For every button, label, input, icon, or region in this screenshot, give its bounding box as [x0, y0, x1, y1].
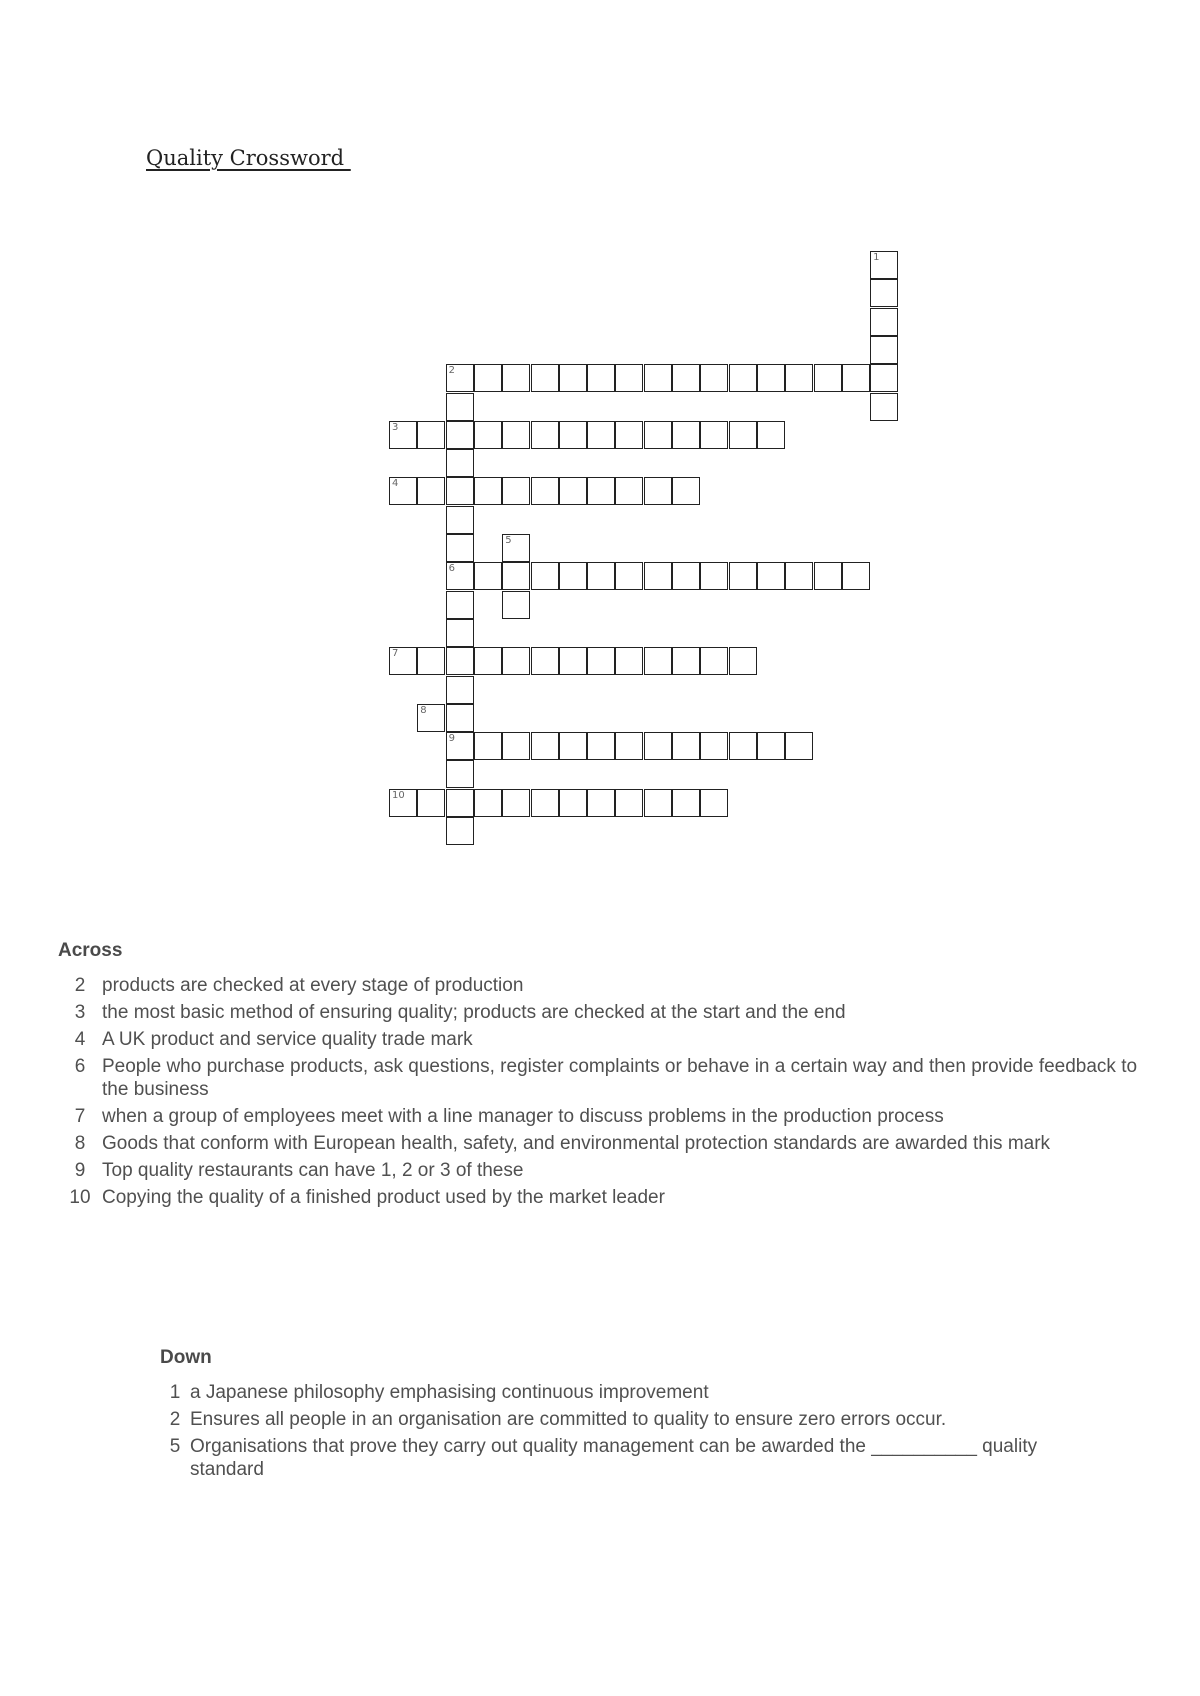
- crossword-cell[interactable]: [700, 562, 728, 590]
- crossword-cell[interactable]: [615, 789, 643, 817]
- crossword-cell[interactable]: [531, 477, 559, 505]
- crossword-cell[interactable]: [644, 364, 672, 392]
- crossword-cell[interactable]: [870, 393, 898, 421]
- clue-text: Ensures all people in an organisation are committed to quality to ensure zero errors occur.: [190, 1409, 947, 1430]
- clue-text: Copying the quality of a finished product used by the market leader: [102, 1187, 665, 1208]
- crossword-cell[interactable]: [474, 477, 502, 505]
- crossword-cell[interactable]: [729, 421, 757, 449]
- crossword-cell[interactable]: [785, 364, 813, 392]
- crossword-cell[interactable]: [644, 789, 672, 817]
- crossword-cell[interactable]: [644, 647, 672, 675]
- crossword-cell[interactable]: [785, 732, 813, 760]
- crossword-cell[interactable]: [502, 647, 530, 675]
- crossword-cell[interactable]: [785, 562, 813, 590]
- crossword-cell[interactable]: [502, 477, 530, 505]
- across-clue: [58, 974, 1158, 997]
- crossword-cell[interactable]: [531, 562, 559, 590]
- crossword-cell[interactable]: [474, 562, 502, 590]
- crossword-cell[interactable]: [615, 732, 643, 760]
- crossword-cell[interactable]: [446, 449, 474, 477]
- crossword-cell[interactable]: [446, 534, 474, 562]
- crossword-cell[interactable]: [870, 336, 898, 364]
- crossword-cell[interactable]: [729, 732, 757, 760]
- crossword-cell[interactable]: [446, 789, 474, 817]
- crossword-cell[interactable]: [672, 477, 700, 505]
- crossword-cell[interactable]: [814, 364, 842, 392]
- clue-text: People who purchase products, ask questions, register complaints or behave in a certain way and then provide feedback to the business: [102, 1056, 1138, 1100]
- crossword-cell[interactable]: [531, 732, 559, 760]
- crossword-cell[interactable]: [615, 562, 643, 590]
- crossword-cell[interactable]: [446, 477, 474, 505]
- down-clue: [160, 1381, 1060, 1404]
- crossword-cell[interactable]: [700, 421, 728, 449]
- clue-number: 7: [74, 1106, 86, 1127]
- crossword-cell[interactable]: [757, 562, 785, 590]
- crossword-cell[interactable]: [502, 421, 530, 449]
- clue-number-label: 7: [392, 648, 399, 660]
- crossword-cell[interactable]: [446, 364, 474, 392]
- crossword-cell[interactable]: [870, 251, 898, 279]
- crossword-cell[interactable]: [502, 591, 530, 619]
- crossword-cell[interactable]: [700, 732, 728, 760]
- crossword-cell[interactable]: [615, 647, 643, 675]
- crossword-cell[interactable]: [587, 477, 615, 505]
- crossword-cell[interactable]: [446, 647, 474, 675]
- clue-text: a Japanese philosophy emphasising continuous improvement: [190, 1382, 709, 1403]
- clue-number: 4: [74, 1029, 86, 1050]
- clue-number: 9: [74, 1160, 86, 1181]
- crossword-cell[interactable]: [587, 421, 615, 449]
- crossword-cell[interactable]: [474, 364, 502, 392]
- clue-text: the most basic method of ensuring quality; products are checked at the start and the end: [102, 1002, 846, 1023]
- clue-number: 1: [169, 1382, 181, 1403]
- across-clue: [58, 1001, 1158, 1024]
- crossword-cell[interactable]: [672, 647, 700, 675]
- crossword-cell[interactable]: [417, 477, 445, 505]
- clue-number-label: 8: [420, 704, 427, 716]
- clue-number-label: 6: [448, 563, 455, 575]
- clue-number: 3: [74, 1002, 86, 1023]
- crossword-cell[interactable]: [389, 647, 417, 675]
- crossword-cell[interactable]: [474, 421, 502, 449]
- crossword-cell[interactable]: [474, 789, 502, 817]
- crossword-cell[interactable]: [446, 817, 474, 845]
- across-clue: [58, 1132, 1158, 1155]
- crossword-cell[interactable]: [389, 421, 417, 449]
- crossword-cell[interactable]: [700, 364, 728, 392]
- crossword-cell[interactable]: [446, 732, 474, 760]
- across-clue: [58, 1055, 1158, 1101]
- clue-number: 8: [74, 1133, 86, 1154]
- clue-number-label: 10: [392, 789, 405, 801]
- clue-number-label: 1: [873, 252, 880, 263]
- crossword-cell[interactable]: [587, 789, 615, 817]
- down-heading: Down: [160, 1347, 212, 1368]
- across-clue: [58, 1105, 1158, 1128]
- crossword-cell[interactable]: [587, 732, 615, 760]
- crossword-cell[interactable]: [446, 619, 474, 647]
- clue-number-label: 9: [448, 733, 455, 745]
- clue-number-label: 4: [392, 478, 399, 490]
- crossword-cell[interactable]: [417, 421, 445, 449]
- clue-number-label: 3: [392, 421, 399, 433]
- across-heading: Across: [58, 940, 123, 961]
- crossword-cell[interactable]: [615, 364, 643, 392]
- crossword-cell[interactable]: [672, 421, 700, 449]
- clue-number: 2: [169, 1409, 181, 1430]
- crossword-cell[interactable]: [559, 562, 587, 590]
- crossword-cell[interactable]: [644, 421, 672, 449]
- crossword-cell[interactable]: [446, 506, 474, 534]
- clue-number: 6: [74, 1056, 86, 1077]
- crossword-cell[interactable]: [559, 421, 587, 449]
- crossword-cell[interactable]: [446, 676, 474, 704]
- crossword-cell[interactable]: [446, 760, 474, 788]
- crossword-cell[interactable]: [672, 732, 700, 760]
- crossword-cell[interactable]: [531, 421, 559, 449]
- crossword-cell[interactable]: [587, 562, 615, 590]
- clue-number-label: 2: [448, 365, 455, 377]
- clue-text: products are checked at every stage of production: [102, 975, 524, 996]
- crossword-cell[interactable]: [502, 562, 530, 590]
- clue-text: A UK product and service quality trade mark: [102, 1029, 473, 1050]
- crossword-cell[interactable]: [870, 279, 898, 307]
- clue-text: Organisations that prove they carry out quality management can be awarded the __________ quality standard: [190, 1436, 1038, 1480]
- across-clue: [58, 1186, 1158, 1209]
- crossword-cell[interactable]: [870, 308, 898, 336]
- crossword-cell[interactable]: [814, 562, 842, 590]
- crossword-cell[interactable]: [672, 364, 700, 392]
- crossword-cell[interactable]: [502, 534, 530, 562]
- crossword-cell[interactable]: [644, 732, 672, 760]
- crossword-cell[interactable]: [417, 704, 445, 732]
- crossword-cell[interactable]: [757, 732, 785, 760]
- crossword-cell[interactable]: [700, 789, 728, 817]
- crossword-cell[interactable]: [615, 477, 643, 505]
- crossword-cell[interactable]: [842, 364, 870, 392]
- crossword-cell[interactable]: [615, 421, 643, 449]
- crossword-cell[interactable]: [446, 562, 474, 590]
- crossword-cell[interactable]: [672, 789, 700, 817]
- crossword-cell[interactable]: [757, 421, 785, 449]
- crossword-cell[interactable]: [870, 364, 898, 392]
- crossword-cell[interactable]: [559, 647, 587, 675]
- crossword-cell[interactable]: [644, 562, 672, 590]
- crossword-cell[interactable]: [531, 364, 559, 392]
- down-clues: [160, 1347, 1060, 1485]
- crossword-cell[interactable]: [559, 364, 587, 392]
- crossword-cell[interactable]: [587, 647, 615, 675]
- crossword-cell[interactable]: [559, 732, 587, 760]
- down-clue: [160, 1408, 1060, 1431]
- crossword-cell[interactable]: [559, 789, 587, 817]
- clue-number: 2: [74, 975, 86, 996]
- crossword-cell[interactable]: [446, 704, 474, 732]
- crossword-cell[interactable]: [389, 477, 417, 505]
- crossword-cell[interactable]: [474, 647, 502, 675]
- crossword-cell[interactable]: [700, 647, 728, 675]
- crossword-cell[interactable]: [757, 364, 785, 392]
- crossword-cell[interactable]: [417, 789, 445, 817]
- crossword-cell[interactable]: [531, 647, 559, 675]
- crossword-cell[interactable]: [446, 393, 474, 421]
- crossword-cell[interactable]: [389, 789, 417, 817]
- crossword-cell[interactable]: [417, 647, 445, 675]
- crossword-cell[interactable]: [446, 421, 474, 449]
- crossword-cell[interactable]: [729, 364, 757, 392]
- crossword-cell[interactable]: [842, 562, 870, 590]
- crossword-cell[interactable]: [531, 789, 559, 817]
- crossword-cell[interactable]: [559, 477, 587, 505]
- clue-text: Goods that conform with European health, safety, and environmental protection standards are awarded this mark: [102, 1133, 1051, 1154]
- across-clue: [58, 1028, 1158, 1051]
- clue-text: when a group of employees meet with a line manager to discuss problems in the production process: [102, 1106, 944, 1127]
- crossword-cell[interactable]: [729, 562, 757, 590]
- across-clue: [58, 1159, 1158, 1182]
- crossword-cell[interactable]: [644, 477, 672, 505]
- crossword-cell[interactable]: [446, 591, 474, 619]
- across-clues: [58, 940, 1158, 1213]
- clue-number: 10: [69, 1187, 91, 1208]
- crossword-cell[interactable]: [474, 732, 502, 760]
- clue-text: Top quality restaurants can have 1, 2 or 3 of these: [102, 1160, 524, 1181]
- down-clue: [160, 1435, 1060, 1481]
- page-title: Quality Crossword: [146, 146, 351, 170]
- crossword-cell[interactable]: [502, 789, 530, 817]
- clue-number-label: 5: [505, 535, 512, 546]
- crossword-cell[interactable]: [502, 364, 530, 392]
- crossword-cell[interactable]: [502, 732, 530, 760]
- crossword-cell[interactable]: [587, 364, 615, 392]
- clue-number: 5: [169, 1436, 181, 1457]
- crossword-cell[interactable]: [729, 647, 757, 675]
- crossword-cell[interactable]: [672, 562, 700, 590]
